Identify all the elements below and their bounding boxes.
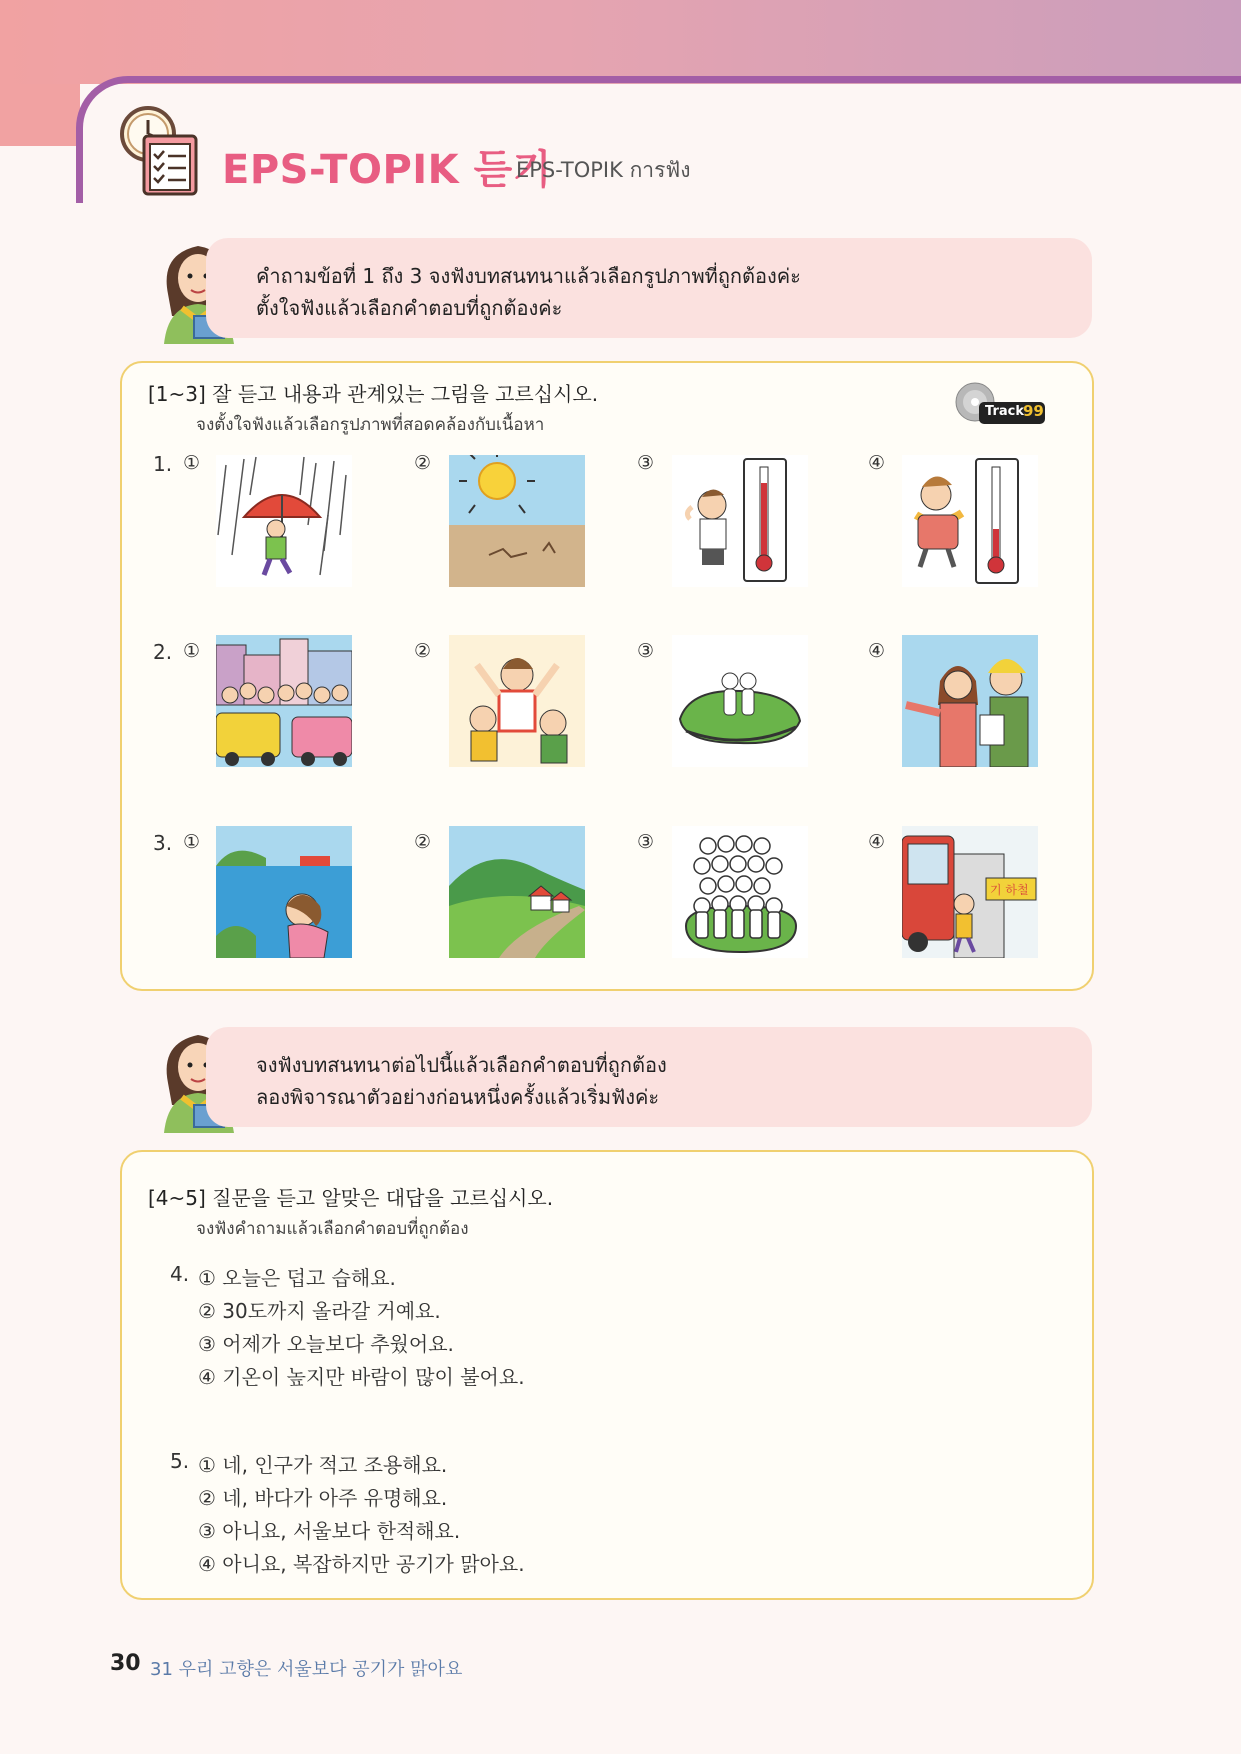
answer-option[interactable]: ① 오늘은 덥고 습해요.: [198, 1266, 396, 1290]
happy-people-picture[interactable]: [449, 635, 585, 767]
option-mark[interactable]: ②: [414, 831, 432, 853]
bubble-text-line2: ตั้งใจฟังแล้วเลือกคำตอบที่ถูกต้องค่ะ: [256, 296, 563, 320]
countryside-houses-picture[interactable]: [449, 826, 585, 958]
hot-thermometer-picture[interactable]: [672, 455, 808, 587]
page-subtitle: EPS-TOPIK การฟัง: [516, 158, 691, 182]
answer-option[interactable]: ② 네, 바다가 아주 유명해요.: [198, 1486, 448, 1510]
answer-option[interactable]: ① 네, 인구가 적고 조용해요.: [198, 1453, 448, 1477]
answer-option[interactable]: ② 30도까지 올라갈 거예요.: [198, 1299, 441, 1323]
answer-option[interactable]: ④ 기온이 높지만 바람이 많이 불어요.: [198, 1365, 525, 1389]
bus-stop-picture[interactable]: [902, 826, 1038, 958]
question-number: 1.: [153, 452, 173, 476]
header-band: [0, 0, 1241, 84]
page-number: 30: [110, 1651, 141, 1676]
track-label: Track: [985, 404, 1024, 419]
option-mark[interactable]: ④: [868, 831, 886, 853]
cold-thermometer-picture[interactable]: [902, 455, 1038, 587]
tourist-directions-picture[interactable]: [902, 635, 1038, 767]
clock-checklist-icon: [118, 104, 202, 196]
question-number: 2.: [153, 640, 173, 664]
bubble-text-line1: จงฟังบทสนทนาต่อไปนี้แล้วเลือกคำตอบที่ถูกต้อง: [256, 1053, 667, 1077]
two-people-island-picture[interactable]: [672, 635, 808, 767]
bubble-text-line1: คำถามข้อที่ 1 ถึง 3 จงฟังบทสนทนาแล้วเลือกรูปภาพที่ถูกต้องค่ะ: [256, 264, 801, 288]
option-mark[interactable]: ④: [868, 452, 886, 474]
answer-option[interactable]: ③ 어제가 오늘보다 추웠어요.: [198, 1332, 454, 1356]
question-number: 5.: [170, 1449, 190, 1473]
instruction-ko: [1~3] 잘 듣고 내용과 관계있는 그림을 고르십시오.: [148, 382, 599, 406]
question-number: 4.: [170, 1262, 190, 1286]
instruction-th: จงตั้งใจฟังแล้วเลือกรูปภาพที่สอดคล้องกับเนื้อหา: [196, 415, 545, 435]
question-number: 3.: [153, 831, 173, 855]
sign-text: 기 하철: [990, 883, 1029, 897]
header-corner-block: [0, 84, 80, 146]
page-title: EPS-TOPIK 듣기: [222, 147, 552, 193]
track-number: 99: [1023, 402, 1044, 420]
option-mark[interactable]: ①: [183, 640, 201, 662]
instruction-bubble: [206, 238, 1092, 338]
sun-dry-land-picture[interactable]: [449, 455, 585, 587]
option-mark[interactable]: ②: [414, 452, 432, 474]
crowded-city-traffic-picture[interactable]: [216, 635, 352, 767]
instruction-ko: [4~5] 질문을 듣고 알맞은 대답을 고르십시오.: [148, 1186, 554, 1210]
option-mark[interactable]: ④: [868, 640, 886, 662]
answer-option[interactable]: ③ 아니요, 서울보다 한적해요.: [198, 1519, 461, 1543]
instruction-th: จงฟังคำถามแล้วเลือกคำตอบที่ถูกต้อง: [196, 1219, 469, 1239]
crowded-island-picture[interactable]: [672, 826, 808, 958]
option-mark[interactable]: ①: [183, 452, 201, 474]
answer-option[interactable]: ④ 아니요, 복잡하지만 공기가 맑아요.: [198, 1552, 525, 1576]
instruction-bubble: [206, 1027, 1092, 1127]
option-mark[interactable]: ②: [414, 640, 432, 662]
option-mark[interactable]: ①: [183, 831, 201, 853]
seaside-girl-picture[interactable]: [216, 826, 352, 958]
chapter-title: 31 우리 고향은 서울보다 공기가 맑아요: [150, 1659, 463, 1680]
option-mark[interactable]: ③: [637, 640, 655, 662]
bubble-text-line2: ลองพิจารณาตัวอย่างก่อนหนึ่งครั้งแล้วเริ่มฟังค่ะ: [256, 1085, 660, 1109]
audio-track-badge[interactable]: [955, 382, 1051, 426]
rain-umbrella-picture[interactable]: [216, 455, 352, 587]
option-mark[interactable]: ③: [637, 831, 655, 853]
option-mark[interactable]: ③: [637, 452, 655, 474]
